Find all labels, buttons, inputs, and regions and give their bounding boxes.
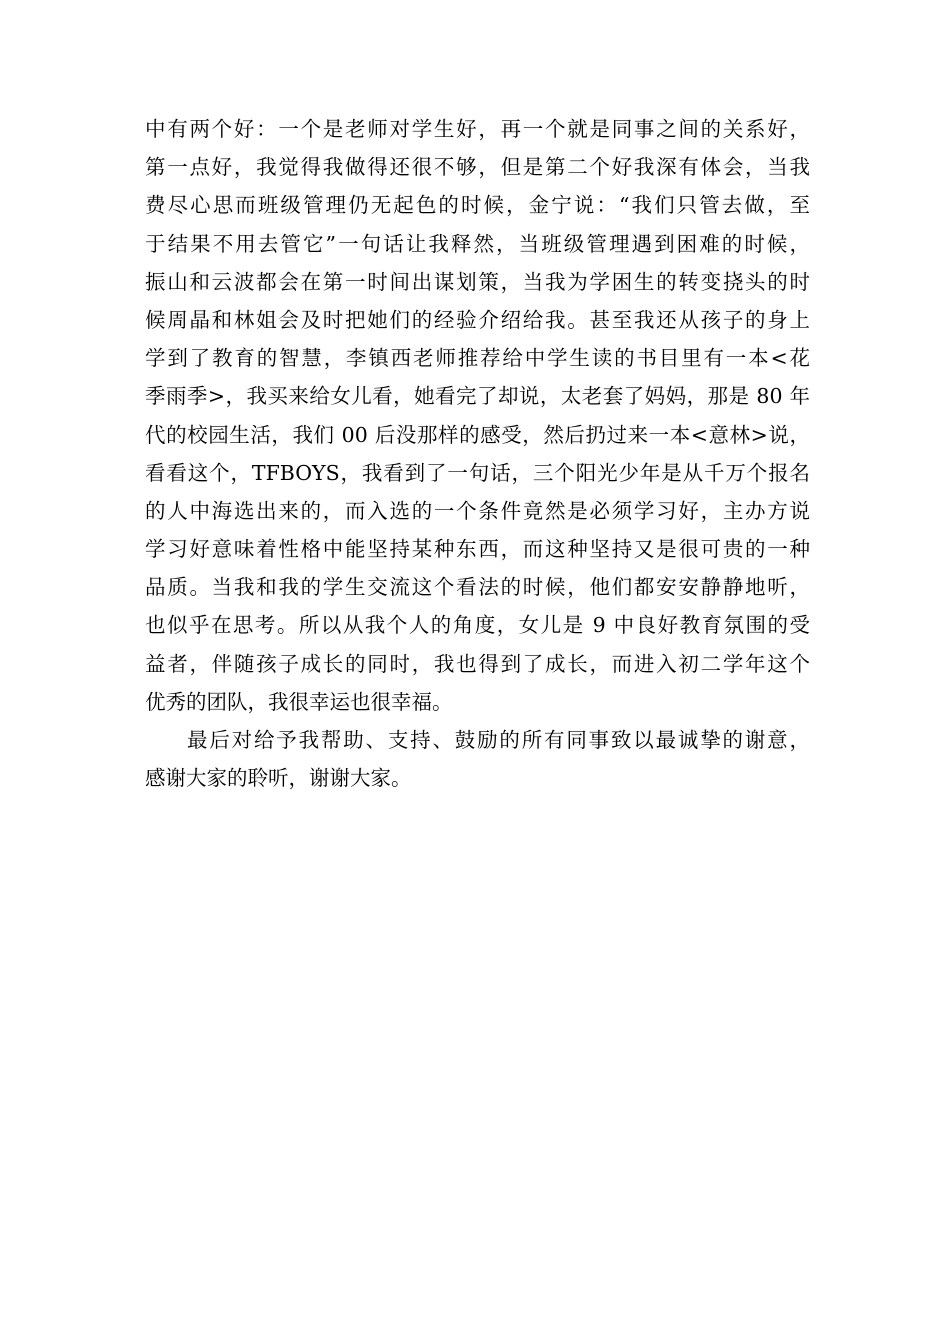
text-line: 看看这个，TFBOYS，我看到了一句话，三个阳光少年是从千万个报名 [145,460,810,485]
text-line: 季雨季>，我买来给女儿看，她看完了却说，太老套了妈妈，那是 80 年 [145,384,810,409]
paragraph [145,721,810,797]
text-line: 代的校园生活，我们 00 后没那样的感受，然后扔过来一本<意林>说， [145,422,810,447]
text-line: 候周晶和林姐会及时把她们的经验介绍给我。甚至我还从孩子的身上 [145,307,810,332]
text-line: 学习好意味着性格中能坚持某种东西，而这种坚持又是很可贵的一种 [145,537,810,562]
text-line: 第一点好，我觉得我做得还很不够，但是第二个好我深有体会，当我 [145,155,810,180]
paragraph [145,110,810,721]
text-line: 于结果不用去管它”一句话让我释然，当班级管理遇到困难的时候， [145,231,810,256]
text-line: 费尽心思而班级管理仍无起色的时候，金宁说：“我们只管去做，至 [145,193,810,218]
text-line: 感谢大家的聆听，谢谢大家。 [145,766,412,791]
document-body [145,110,810,797]
text-line: 振山和云波都会在第一时间出谋划策，当我为学困生的转变挠头的时 [145,269,810,294]
text-line: 中有两个好：一个是老师对学生好，再一个就是同事之间的关系好， [145,117,810,141]
text-line: 品质。当我和我的学生交流这个看法的时候，他们都安安静静地听， [145,575,810,600]
text-line: 优秀的团队，我很幸运也很幸福。 [145,689,453,714]
text-line: 益者，伴随孩子成长的同时，我也得到了成长，而进入初二学年这个 [145,651,810,676]
text-line: 最后对给予我帮助、支持、鼓励的所有同事致以最诚挚的谢意， [187,728,810,752]
text-line: 的人中海选出来的，而入选的一个条件竟然是必须学习好，主办方说 [145,498,810,523]
text-line: 学到了教育的智慧，李镇西老师推荐给中学生读的书目里有一本<花 [145,346,810,371]
text-line: 也似乎在思考。所以从我个人的角度，女儿是 9 中良好教育氛围的受 [145,613,810,638]
